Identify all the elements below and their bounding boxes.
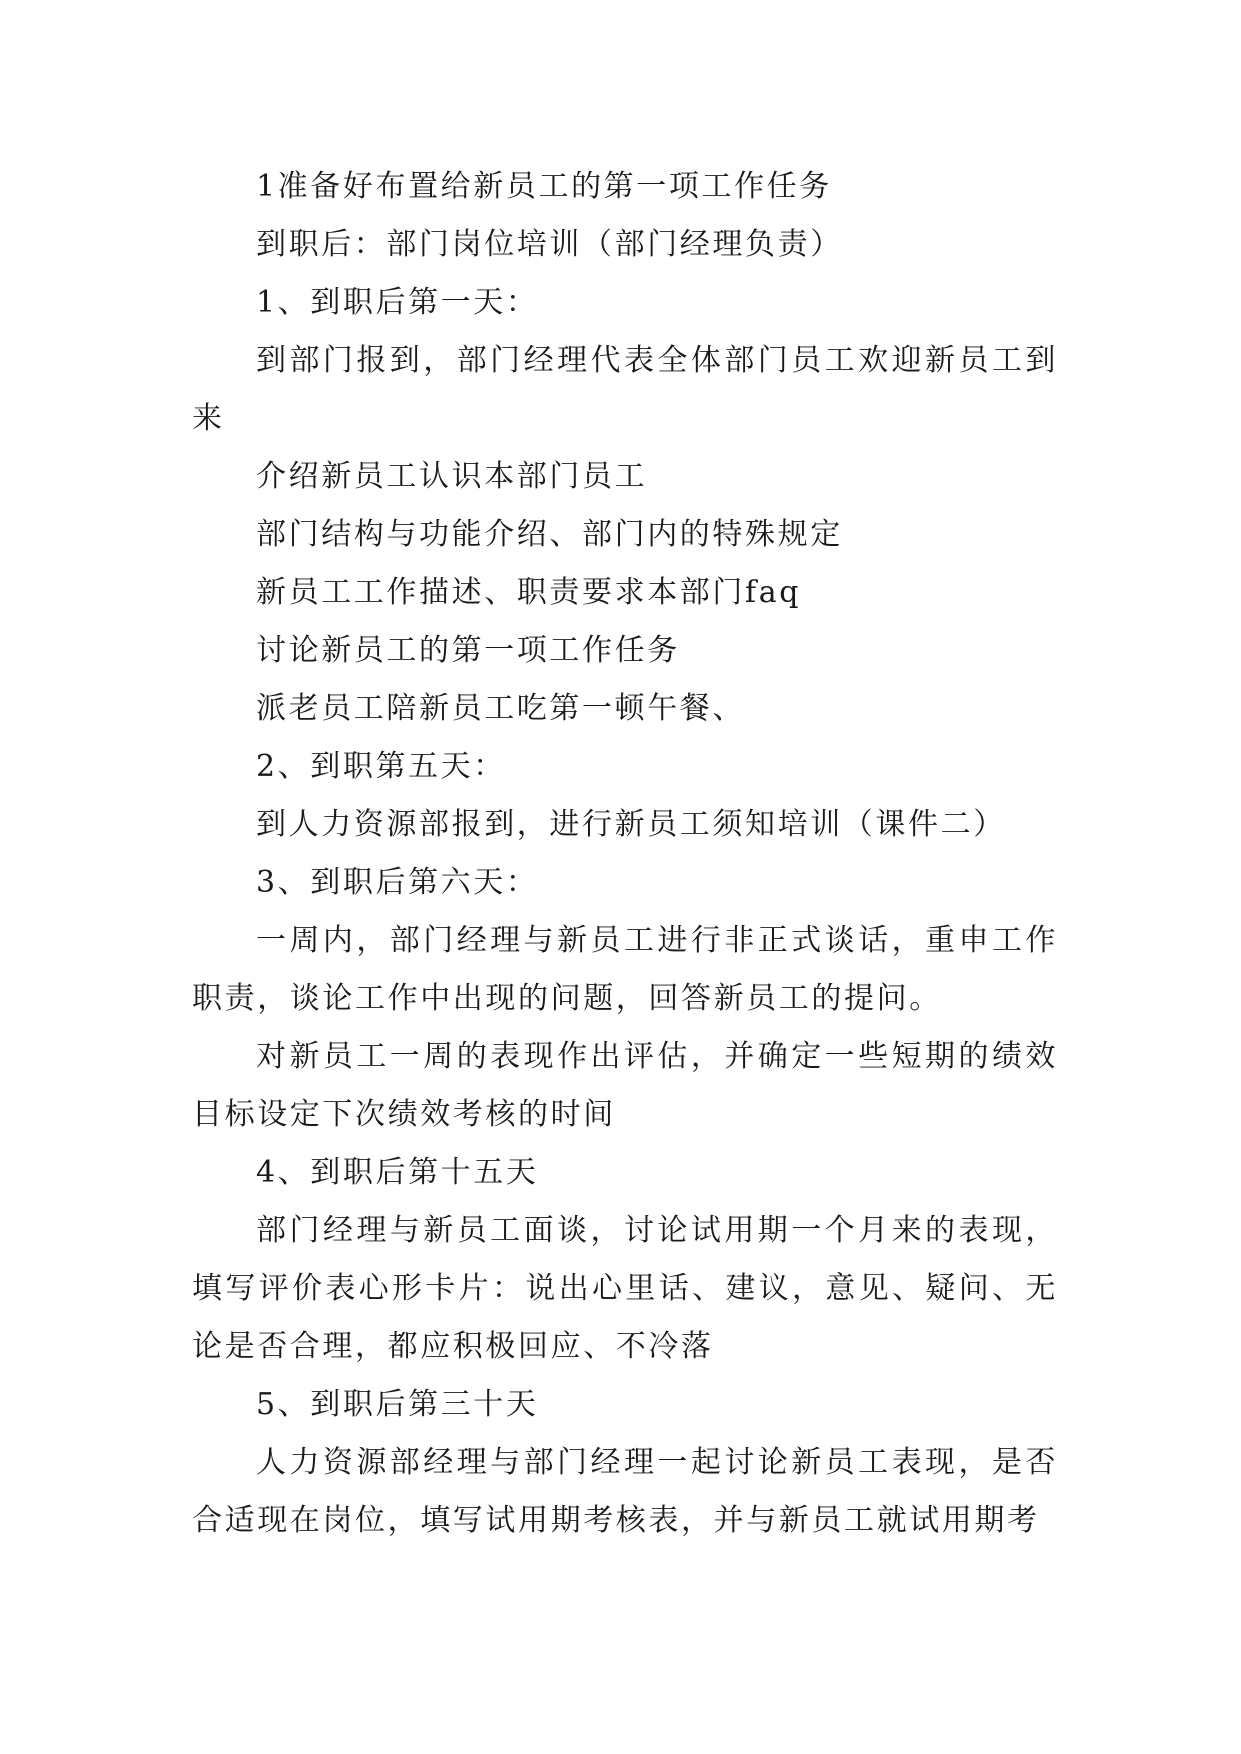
paragraph: 4、到职后第十五天	[256, 1155, 539, 1190]
paragraph: 部门结构与功能介绍、部门内的特殊规定	[256, 517, 843, 552]
document-body	[192, 158, 1058, 1550]
paragraph: 到职后：部门岗位培训（部门经理负责）	[256, 227, 843, 262]
paragraph: 1准备好布置给新员工的第一项工作任务	[256, 169, 832, 204]
paragraph: 3、到职后第六天：	[256, 865, 539, 900]
paragraph: 一周内，部门经理与新员工进行非正式谈话，重申工作职责，谈论工作中出现的问题，回答新员工的提问。	[192, 923, 1058, 1016]
paragraph: 5、到职后第三十天	[256, 1387, 539, 1422]
paragraph: 对新员工一周的表现作出评估，并确定一些短期的绩效目标设定下次绩效考核的时间	[192, 1039, 1058, 1132]
paragraph: 新员工工作描述、职责要求本部门faq	[256, 575, 801, 610]
paragraph: 派老员工陪新员工吃第一顿午餐、	[256, 691, 745, 726]
paragraph: 人力资源部经理与部门经理一起讨论新员工表现，是否合适现在岗位，填写试用期考核表，并与新员工就试用期考	[192, 1445, 1058, 1538]
paragraph: 2、到职第五天：	[256, 749, 506, 784]
paragraph: 到人力资源部报到，进行新员工须知培训（课件二）	[256, 807, 1006, 842]
paragraph: 介绍新员工认识本部门员工	[256, 459, 648, 494]
paragraph: 到部门报到，部门经理代表全体部门员工欢迎新员工到来	[192, 343, 1058, 436]
paragraph: 1、到职后第一天：	[256, 285, 539, 320]
paragraph: 部门经理与新员工面谈，讨论试用期一个月来的表现，填写评价表心形卡片：说出心里话、建议，意见、疑问、无论是否合理，都应积极回应、不冷落	[192, 1213, 1058, 1364]
paragraph: 讨论新员工的第一项工作任务	[256, 633, 680, 668]
